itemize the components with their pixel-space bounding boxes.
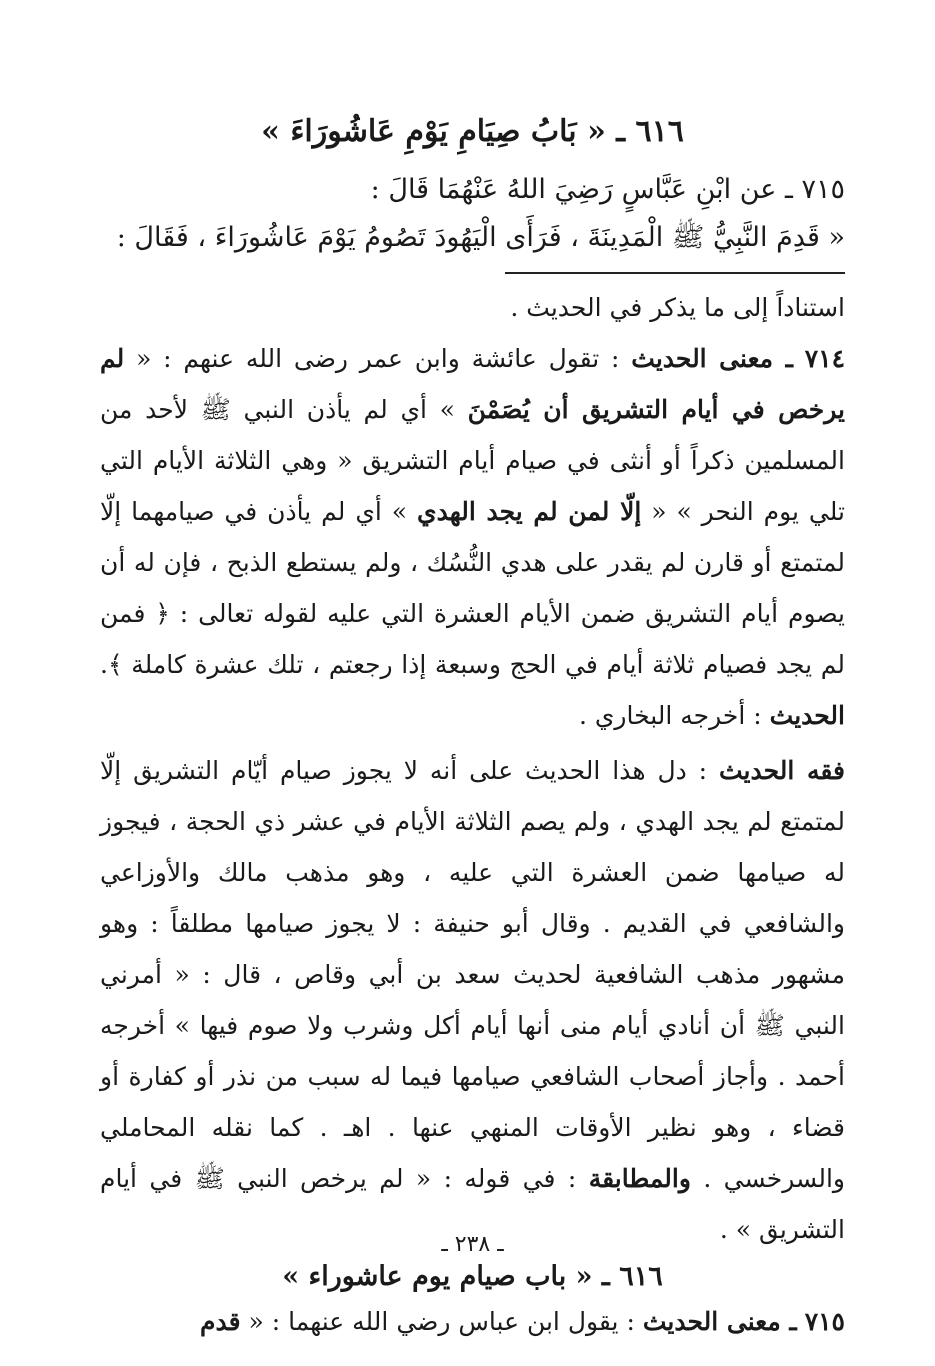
page-number: ـ ٢٣٨ ـ bbox=[441, 1232, 504, 1257]
commentary-text: : أخرجه البخاري . bbox=[578, 701, 762, 730]
footnote-divider bbox=[505, 272, 845, 274]
commentary-text: : في قوله : « لم يرخص النبي ﷺ في أيام التشريق » . bbox=[100, 1164, 845, 1244]
hadith-line-2: « قَدِمَ النَّبِيُّ ﷺ الْمَدِينَةَ ، فَرَأَى الْيَهُودَ تَصُومُ يَوْمَ عَاشُورَاءَ ، فَقَالَ : bbox=[116, 222, 845, 253]
commentary-bold-quote: لم يرخص في أيام التشريق أن يُصَمْنَ bbox=[100, 344, 845, 424]
commentary-text: » أي لم يأذن النبي ﷺ لأحد من المسلمين ذكراً أو أنثى في صيام أيام التشريق « وهي الثلاثة الأيام التي تلي يوم النحر » « bbox=[100, 395, 845, 526]
commentary-bold-label: والمطابقة bbox=[588, 1164, 691, 1193]
commentary-text: : تقول عائشة وابن عمر رضى الله عنهم : « bbox=[136, 344, 620, 373]
commentary-paragraph-2 bbox=[100, 745, 845, 1255]
lower-hadith-line bbox=[100, 1299, 845, 1345]
commentary-text: : دل هذا الحديث على أنه لا يجوز صيام أيّام التشريق إلّا لمتمتع لم يجد الهدي ، ولم يصم الثلاثة الأيام في عشر ذي الحجة ، فيجوز له صيامها ضمن العشرة التي عليه ، وهو مذهب مالك والأوزاعي والشافعي في القديم . وقال أبو حنيفة : لا يجوز صيامها مطلقاً : وهو مشهور مذهب الشافعية لحديث سعد بن أبي وقاص ، قال : « أمرني النبي ﷺ أن أنادي أيام منى أنها أيام أكل وشرب ولا صوم فيها » أخرجه أحمد . وأجاز أصحاب الشافعي صيامها فيما له سبب من نذر أو كفارة أو قضاء ، وهو نظير الأوقات المنهي عنها . اهـ . كما نقله المحاملي والسرخسي . bbox=[100, 756, 845, 1193]
commentary-heading: ـ معنى الحديث bbox=[631, 344, 793, 373]
chapter-title: ٦١٦ ـ « بَابُ صِيَامِ يَوْمِ عَاشُورَاءَ » bbox=[261, 114, 684, 149]
lower-hadith-bold-word: قدم bbox=[200, 1307, 241, 1336]
hadith-line-1: ٧١٥ ـ عن ابْنِ عَبَّاسٍ رَضِيَ اللهُ عَنْهُمَا قَالَ : bbox=[370, 174, 845, 205]
commentary-bold-quote: إلّا لمن لم يجد الهدي bbox=[417, 497, 642, 526]
lower-hadith-text: : يقول ابن عباس رضي الله عنهما : « bbox=[248, 1307, 635, 1336]
commentary-bold-label: الحديث bbox=[769, 701, 845, 730]
document-page bbox=[100, 110, 846, 1336]
lower-chapter-title: ٦١٦ ـ « باب صيام يوم عاشوراء » bbox=[282, 1261, 663, 1292]
fiqh-heading: فقه الحديث bbox=[719, 756, 845, 785]
commentary-paragraph-1 bbox=[100, 333, 845, 741]
lower-hadith-number: ٧١٥ bbox=[804, 1307, 845, 1336]
commentary-number: ٧١٤ bbox=[804, 344, 846, 373]
commentary-text: » أي لم يأذن في صيامهما إلّا لمتمتع أو قارن لم يقدر على هدي النُّسُك ، ولم يستطع الذبح ، فإن له أن يصوم أيام التشريق ضمن الأيام العشرة التي عليه لقوله تعالى : ﴿ فمن لم يجد فصيام ثلاثة أيام في الحج وسبعة إذا رجعتم ، تلك عشرة كاملة ﴾. bbox=[100, 497, 845, 679]
lower-hadith-heading: ـ معنى الحديث bbox=[642, 1307, 797, 1336]
commentary-intro: استناداً إلى ما يذكر في الحديث . bbox=[510, 293, 845, 322]
